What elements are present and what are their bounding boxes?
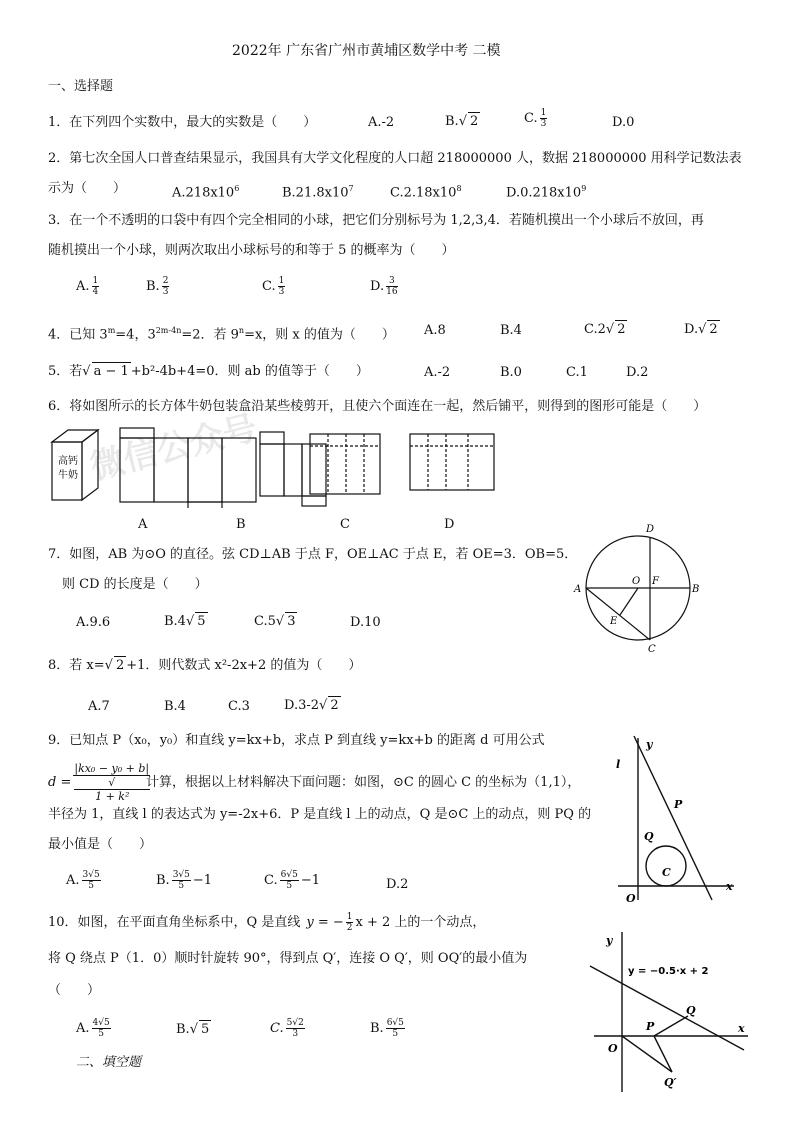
- q10-option-a: A. $\frac{4√5}{5}$: [76, 1018, 110, 1039]
- q8-option-c: C.3: [228, 699, 250, 714]
- q8-option-b: B.4: [164, 699, 186, 714]
- q7-stem-line1: 7．如图，AB 为⊙O 的直径。弦 CD⊥AB 于点 F，OE⊥AC 于点 E，若 OE=3．OB=5．: [48, 547, 578, 562]
- q5-option-c: C.1: [566, 365, 588, 380]
- line-l: [634, 736, 712, 900]
- q5-option-d: D.2: [626, 365, 649, 380]
- point-q-prime-label: Q′: [664, 1076, 677, 1089]
- q7-circle-figure: [570, 520, 710, 655]
- chord-ac: [586, 588, 650, 640]
- q5-option-b: B.0: [500, 365, 522, 380]
- y-axis-label: y: [646, 738, 653, 751]
- point-o-label: O: [632, 576, 641, 587]
- x-axis-label: x: [738, 1022, 745, 1035]
- point-b-label: B: [692, 584, 700, 595]
- q7-stem-line2: 则 CD 的长度是（ ）: [62, 577, 208, 592]
- q9-stem-line1: 9．已知点 P（x₀，y₀）和直线 y=kx+b，求点 P 到直线 y=kx+b 的距离 d 可用公式: [48, 733, 545, 748]
- q10-option-b: B.√ 5: [176, 1022, 210, 1037]
- q7-option-d: D.10: [350, 615, 381, 630]
- q3-option-b: B. $\frac{2}{3}$: [146, 276, 169, 297]
- section-choice-heading: 一、选择题: [48, 79, 114, 94]
- point-f-label: F: [652, 576, 659, 587]
- q3-option-a: A. $\frac{1}{4}$: [76, 276, 99, 297]
- q9-stem-line4: 最小值是（ ）: [48, 837, 153, 852]
- point-q-label: Q: [644, 830, 654, 843]
- q4-option-a: A.8: [424, 323, 446, 338]
- q4-option-d: D.√ 2: [684, 322, 718, 337]
- q1-option-a: A.-2: [368, 115, 395, 130]
- q2-stem-line2: 示为（ ）: [48, 181, 127, 196]
- q9-stem-line3: 半径为 1，直线 l 的表达式为 y=-2x+6．P 是直线 l 上的动点，Q 是⊙C 上的动点，则 PQ 的: [48, 807, 592, 822]
- point-p-label: P: [646, 1020, 655, 1033]
- y-axis-label: y: [606, 934, 613, 947]
- point-q-label: Q: [686, 1004, 696, 1017]
- net-c: [310, 434, 380, 494]
- page-title: 2022年 广东省广州市黄埔区数学中考 二模: [232, 43, 501, 59]
- point-c-label: C: [648, 644, 656, 655]
- q9-graph: [612, 734, 742, 906]
- q6-option-a: A: [138, 517, 148, 532]
- line-y-eq: [590, 966, 744, 1050]
- q2-option-c: $C.2.18x10^8$: [390, 184, 462, 201]
- q9-formula: d = |kx₀ − y₀ + b| √ 1 + k²: [48, 762, 150, 803]
- segment-pq-prime: [654, 1036, 672, 1072]
- q7-option-a: A.9.6: [76, 615, 111, 630]
- q9-stem-line2: 计算，根据以上材料解决下面问题：如图，⊙C 的圆心 C 的坐标为（1,1），: [146, 775, 581, 790]
- q2-option-d: $D.0.218x10^9$: [506, 184, 587, 201]
- segment-pq: [654, 1016, 688, 1036]
- point-d-label: D: [646, 524, 655, 535]
- point-c-label: C: [662, 866, 671, 879]
- q6-figure: [48, 424, 508, 508]
- q8-stem: 8．若 x=√ 2 +1．则代数式 x²-2x+2 的值为（ ）: [48, 658, 362, 673]
- x-axis-label: x: [726, 880, 733, 893]
- point-e-label: E: [610, 616, 618, 627]
- q8-option-a: A.7: [88, 699, 110, 714]
- q4-stem: 4．已知 $3^m=4$，$3^{2m-4n}=2$．若 $9^n=x$，则 x 的值为（ ）: [48, 326, 395, 343]
- origin-label: O: [608, 1042, 618, 1055]
- point-a-label: A: [574, 584, 582, 595]
- segment-oe: [620, 588, 638, 615]
- q5-option-a: A.-2: [424, 365, 451, 380]
- section-fill-heading: 二、填空题: [76, 1055, 142, 1070]
- graph-equation-label: y = −0.5·x + 2: [628, 966, 709, 977]
- net-d: [410, 434, 494, 490]
- q6-option-d: D: [444, 517, 455, 532]
- q3-stem-line2: 随机摸出一个小球，则两次取出小球标号的和等于 5 的概率为（ ）: [48, 243, 455, 258]
- q5-stem: 5．若√ a − 1 +b²-4b+4=0．则 ab 的值等于（ ）: [48, 364, 369, 379]
- net-b: [260, 432, 326, 506]
- box-label-line1: 高钙: [58, 456, 78, 467]
- q2-option-a: $A.218x10^6$: [172, 184, 240, 201]
- q10-stem-line1: 10．如图，在平面直角坐标系中，Q 是直线 y = − $\frac{1}{2}$ x + 2 上的一个动点，: [48, 912, 486, 933]
- q2-option-b: $B.21.8x10^7$: [282, 184, 354, 201]
- box-label-line2: 牛奶: [58, 470, 78, 481]
- q1-option-d: D.0: [612, 115, 635, 130]
- q7-option-c: C.5√ 3: [254, 614, 296, 629]
- watermark: 微信公众号: [86, 407, 262, 488]
- q10-option-d: B. $\frac{6√5}{5}$: [370, 1018, 404, 1039]
- q8-option-d: D.3-2√ 2: [284, 698, 339, 713]
- net-a: [120, 428, 256, 508]
- q7-option-b: B.4√ 5: [164, 614, 206, 629]
- q2-stem-line1: 2．第七次全国人口普查结果显示，我国具有大学文化程度的人口超 218000000 人，数据 218000000 用科学记数法表: [48, 151, 742, 166]
- q10-graph: [588, 928, 752, 1094]
- q10-stem-line3: （ ）: [48, 983, 101, 998]
- q4-option-c: C.2√ 2: [584, 322, 626, 337]
- q3-option-c: C. $\frac{1}{3}$: [262, 276, 285, 297]
- q3-stem-line1: 3．在一个不透明的口袋中有四个完全相同的小球，把它们分别标号为 1,2,3,4．若随机摸出一个小球后不放回，再: [48, 213, 704, 228]
- q4-option-b: B.4: [500, 323, 522, 338]
- q6-option-b: B: [236, 517, 246, 532]
- q1-option-b: B.√ 2: [445, 114, 479, 129]
- q1-option-c: C. $\frac{1}{3}$: [524, 108, 547, 129]
- q9-option-d: D.2: [386, 877, 409, 892]
- q3-option-d: D. $\frac{3}{16}$: [370, 276, 398, 297]
- q10-option-c: C. $\frac{5√2}{3}$: [270, 1018, 304, 1039]
- point-p-label: P: [674, 798, 683, 811]
- q6-stem: 6．将如图所示的长方体牛奶包装盒沿某些棱剪开，且使六个面连在一起，然后铺平，则得到的图形可能是（ ）: [48, 399, 707, 414]
- q10-stem-line2: 将 Q 绕点 P（1．0）顺时针旋转 90°，得到点 Q′，连接 O Q′，则 OQ′的最小值为: [48, 951, 528, 966]
- origin-label: O: [626, 892, 636, 905]
- q9-option-c: C. $\frac{6√5}{5}$ −1: [264, 870, 320, 891]
- q1-stem: 1．在下列四个实数中，最大的实数是（ ）: [48, 115, 317, 130]
- q9-option-b: B. $\frac{3√5}{5}$ −1: [156, 870, 213, 891]
- q6-option-c: C: [340, 517, 350, 532]
- q9-option-a: A. $\frac{3√5}{5}$: [66, 870, 100, 891]
- line-l-label: l: [616, 758, 621, 771]
- segment-oq-prime: [622, 1036, 672, 1072]
